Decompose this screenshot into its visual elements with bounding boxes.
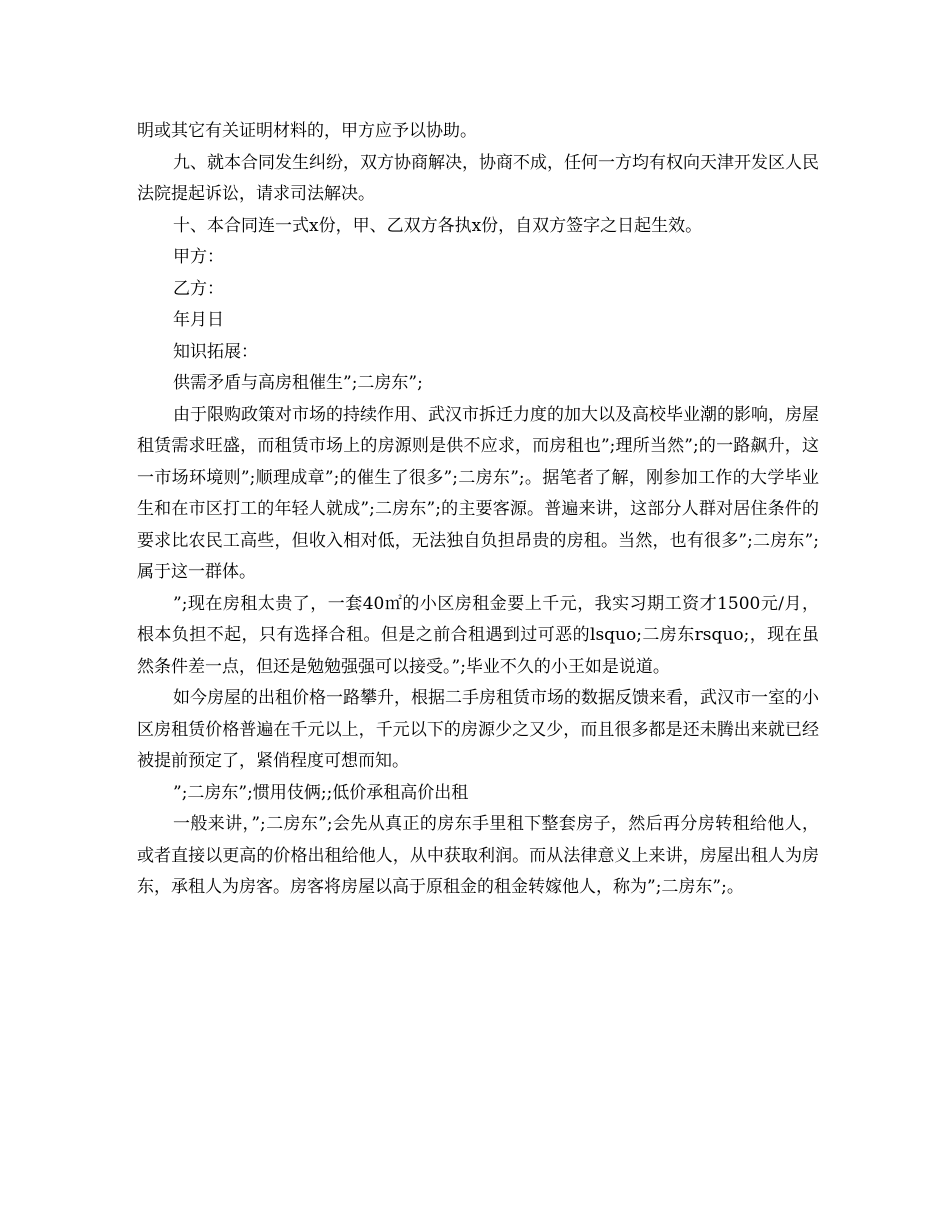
section-subheading-supply-demand: 供需矛盾与高房租催生”;二房东”; [173, 373, 423, 393]
date-line: 年月日 [173, 310, 224, 330]
paragraph-market-context: 由于限购政策对市场的持续作用、武汉市拆迁力度的加大以及高校毕业潮的影响，房屋租赁需求旺盛，而租赁市场上的房源则是供不应求，而房租也”;理所当然”;的一路飙升，这一市场环境则”;顺理成章”;的催生了很多”;二房东”;。据笔者了解，刚参加工作的大学毕业生和在市区打工的年轻人就成”;二房东”;的主要客源。普遍来讲，这部分人群对居住条件的要求比农民工高些，但收入相对低，无法独自负担昂贵的房租。当然，也有很多”;二房东”;属于这一群体。 [137, 404, 819, 582]
party-a-signature-line: 甲方： [173, 247, 224, 267]
paragraph-continuation: 明或其它有关证明材料的，甲方应予以协助。 [137, 121, 477, 141]
section-heading-knowledge: 知识拓展： [173, 341, 258, 362]
paragraph-legal-definition: 一般来讲，”;二房东”;会先从真正的房东手里租下整套房子，然后再分房转租给他人，或者直接以更高的价格出租给他人，从中获取利润。而从法律意义上来讲，房屋出租人为房东，承租人为房客。房客将房屋以高于原租金的租金转嫁他人，称为”;二房东”;。 [137, 814, 819, 897]
paragraph-clause-nine: 九、就本合同发生纠纷，双方协商解决，协商不成，任何一方均有权向天津开发区人民法院提起诉讼，请求司法解决。 [137, 152, 819, 204]
paragraph-quote-xiaowang: ”;现在房租太贵了，一套40㎡的小区房租金要上千元，我实习期工资才1500元/月，根本负担不起，只有选择合租。但是之前合租遇到过可恶的lsquo;二房东rsquo;，现在虽然条件差一点，但还是勉勉强强可以接受。”;毕业不久的小王如是说道。 [137, 593, 819, 677]
party-b-signature-line: 乙方： [173, 278, 224, 299]
paragraph-rental-prices: 如今房屋的出租价格一路攀升，根据二手房租赁市场的数据反馈来看，武汉市一室的小区房租赁价格普遍在千元以上，千元以下的房源少之又少，而且很多都是还未腾出来就已经被提前预定了，紧俏程度可想而知。 [137, 688, 819, 771]
paragraph-clause-ten: 十、本合同连一式x份，甲、乙双方各执x份，自双方签字之日起生效。 [173, 215, 703, 236]
document-body [137, 116, 819, 904]
section-subheading-tricks: ”;二房东”;惯用伎俩;;低价承租高价出租 [173, 782, 469, 803]
